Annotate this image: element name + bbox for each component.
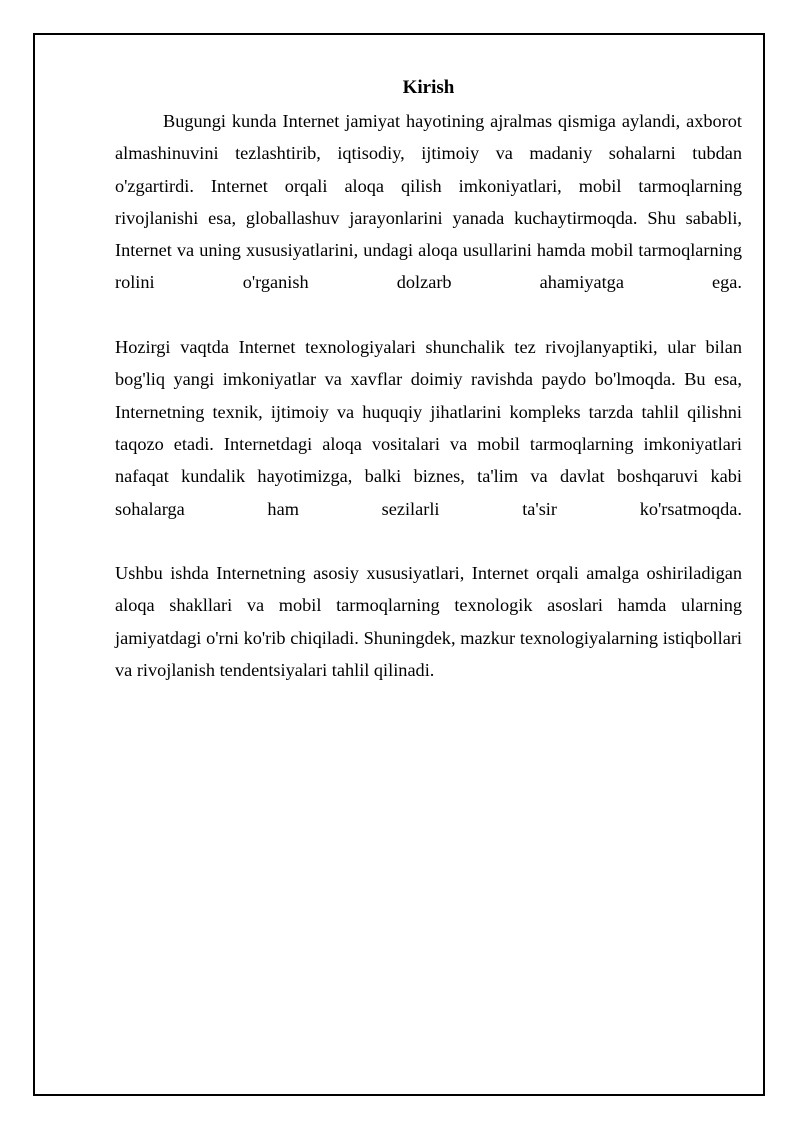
- document-body: [115, 75, 742, 686]
- paragraph-gap: [115, 525, 742, 557]
- paragraph-gap: [115, 299, 742, 331]
- document-title: Kirish: [402, 77, 455, 98]
- paragraph-2: Hozirgi vaqtda Internet texnologiyalari shunchalik tez rivojlanyaptiki, ular bilan bog'liq yangi imkoniyatlar va xavflar doimiy ravishda paydo bo'lmoqda. Bu esa, Internetning texnik, ijtimoiy va huquqiy jihatlarini kompleks tarzda tahlil qilishni taqozo etadi. Internetdagi aloqa vositalari va mobil tarmoqlarning imkoniyatlari nafaqat kundalik hayotimizga, balki biznes, ta'lim va davlat boshqaruvi kabi sohalarga ham sezilarli ta'sir ko'rsatmoqda.: [115, 337, 742, 519]
- paragraph-3: Ushbu ishda Internetning asosiy xususiyatlari, Internet orqali amalga oshiriladigan aloqa shakllari va mobil tarmoqlarning texnologik asoslari hamda ularning jamiyatdagi o'rni ko'rib chiqiladi. Shuningdek, mazkur texnologiyalarning istiqbollari va rivojlanish tendentsiyalari tahlil qilinadi.: [115, 563, 742, 681]
- paragraph-1: Bugungi kunda Internet jamiyat hayotining ajralmas qismiga aylandi, axborot almashinuvini tezlashtirib, iqtisodiy, ijtimoiy va madaniy sohalarni tubdan o'zgartirdi. Internet orqali aloqa qilish imkoniyatlari, mobil tarmoqlarning rivojlanishi esa, globallashuv jarayonlarini yanada kuchaytirmoqda. Shu sababli, Internet va uning xususiyatlarini, undagi aloqa usullarini hamda mobil tarmoqlarning rolini o'rganish dolzarb ahamiyatga ega.: [115, 111, 742, 293]
